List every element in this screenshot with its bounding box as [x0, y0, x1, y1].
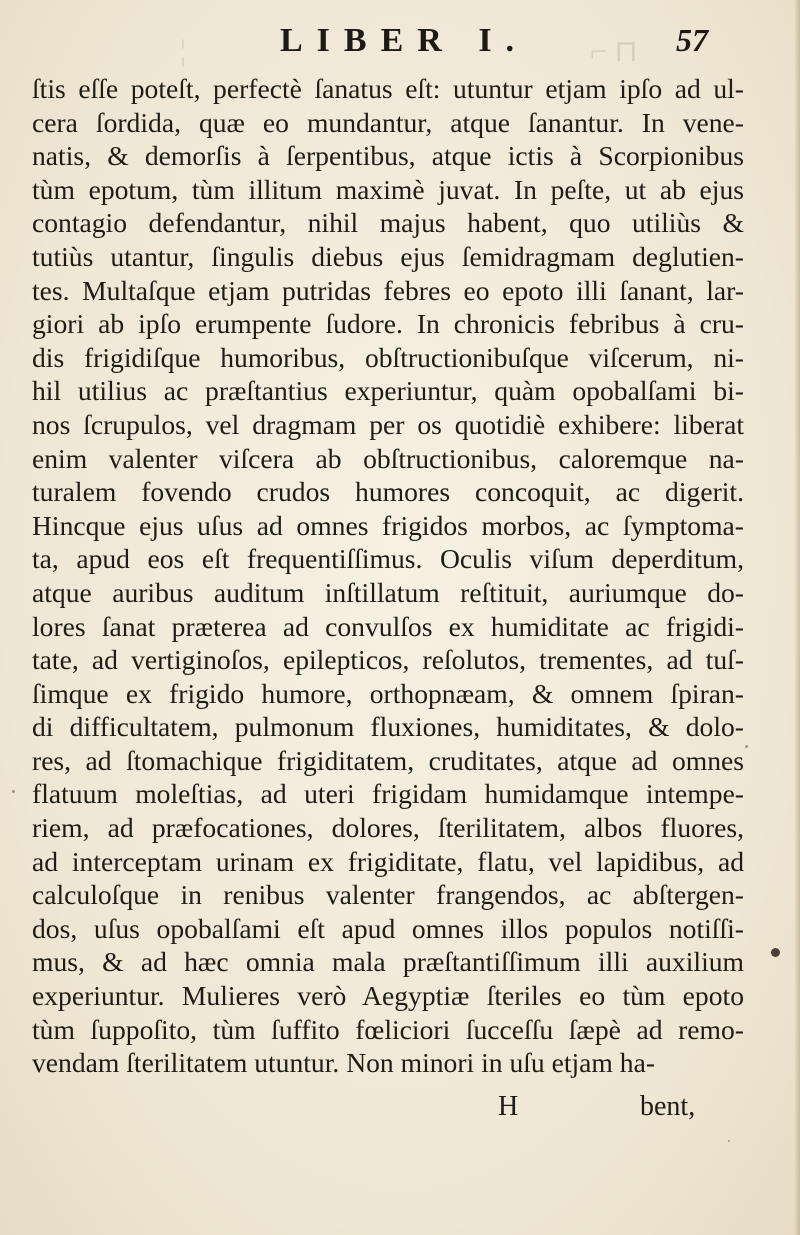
text-line: Hincque ejus uſus ad omnes frigidos morbos, ac ſymptoma-	[32, 509, 744, 541]
paper-speck	[12, 790, 15, 793]
text-line: tutiùs utantur, ſingulis diebus ejus ſemidragmam deglutien-	[32, 240, 744, 272]
text-line: dis frigidiſque humoribus, obſtructionibuſque viſcerum, ni-	[32, 341, 744, 373]
show-through-mark: ⌐ ⊓	[590, 35, 638, 68]
text-line: turalem fovendo crudos humores concoquit, ac digerit.	[32, 476, 744, 508]
body-text	[32, 72, 744, 1080]
text-line: hil utilius ac præſtantius experiuntur, quàm opobalſami bi-	[32, 375, 744, 407]
text-line: res, ad ſtomachique frigiditatem, cruditates, atque ad omnes	[32, 744, 744, 776]
text-line: giori ab ipſo erumpente ſudore. In chronicis febribus à cru-	[32, 308, 744, 340]
text-line: ſimque ex frigido humore, orthopnæam, & omnem ſpiran-	[32, 677, 744, 709]
paper-speck	[745, 745, 748, 748]
text-line: flatuum moleſtias, ad uteri frigidam humidamque intempe-	[32, 778, 744, 810]
text-line: nos ſcrupulos, vel dragmam per os quotidiè exhibere: liberat	[32, 408, 744, 440]
text-line: ſtis eſſe poteſt, perfectè ſanatus eſt: utuntur etjam ipſo ad ul-	[32, 73, 744, 104]
page-edge	[794, 0, 800, 1235]
paper-speck	[728, 1140, 730, 1142]
margin-ink-dot	[771, 948, 780, 957]
text-line: tate, ad vertiginoſos, epilepticos, reſolutos, trementes, ad tuſ-	[32, 644, 744, 676]
text-line: tùm epotum, tùm illitum maximè juvat. In peſte, ut ab ejus	[32, 173, 744, 205]
page-header	[0, 22, 800, 66]
text-line: ad interceptam urinam ex frigiditate, flatu, vel lapidibus, ad	[32, 845, 744, 877]
text-line: calculoſque in renibus valenter frangendos, ac abſtergen-	[32, 879, 744, 911]
catchword: bent,	[640, 1091, 696, 1122]
text-line: mus, & ad hæc omnia mala præſtantiſſimum illi auxilium	[32, 946, 744, 978]
text-line: vendam ſterilitatem utuntur. Non minori in uſu etjam ha-	[32, 1047, 656, 1079]
text-line: dos, uſus opobalſami eſt apud omnes illos populos notiſſi-	[32, 912, 744, 944]
text-line: tes. Multaſque etjam putridas febres eo epoto illi ſanant, lar-	[32, 274, 744, 306]
text-line: lores ſanat præterea ad convulſos ex humiditate ac frigidi-	[32, 610, 744, 642]
text-line: riem, ad præfocationes, dolores, ſterilitatem, albos fluores,	[32, 812, 744, 844]
running-head: LIBER I.	[280, 22, 529, 59]
text-line: experiuntur. Mulieres verò Aegyptiæ ſteriles eo tùm epoto	[32, 980, 744, 1012]
text-line: natis, & demorſis à ſerpentibus, atque ictis à Scorpionibus	[32, 140, 744, 172]
page-number: 57	[676, 22, 708, 58]
signature-mark: H	[498, 1091, 519, 1122]
text-line: atque auribus auditum inſtillatum reſtituit, auriumque do-	[32, 576, 744, 608]
text-line: di difficultatem, pulmonum fluxiones, humiditates, & dolo-	[32, 711, 744, 743]
text-line: contagio defendantur, nihil majus habent, quo utiliùs &	[32, 207, 744, 239]
text-line: enim valenter viſcera ab obſtructionibus, caloremque na-	[32, 442, 744, 474]
text-line: cera ſordida, quæ eo mundantur, atque ſanantur. In vene-	[32, 106, 744, 138]
show-through-mark: ¦	[180, 34, 187, 67]
text-line: tùm ſuppoſito, tùm ſuffito fœliciori ſucceſſu ſæpè ad remo-	[32, 1013, 744, 1045]
text-line: ta, apud eos eſt frequentiſſimus. Oculis viſum deperditum,	[32, 543, 744, 575]
